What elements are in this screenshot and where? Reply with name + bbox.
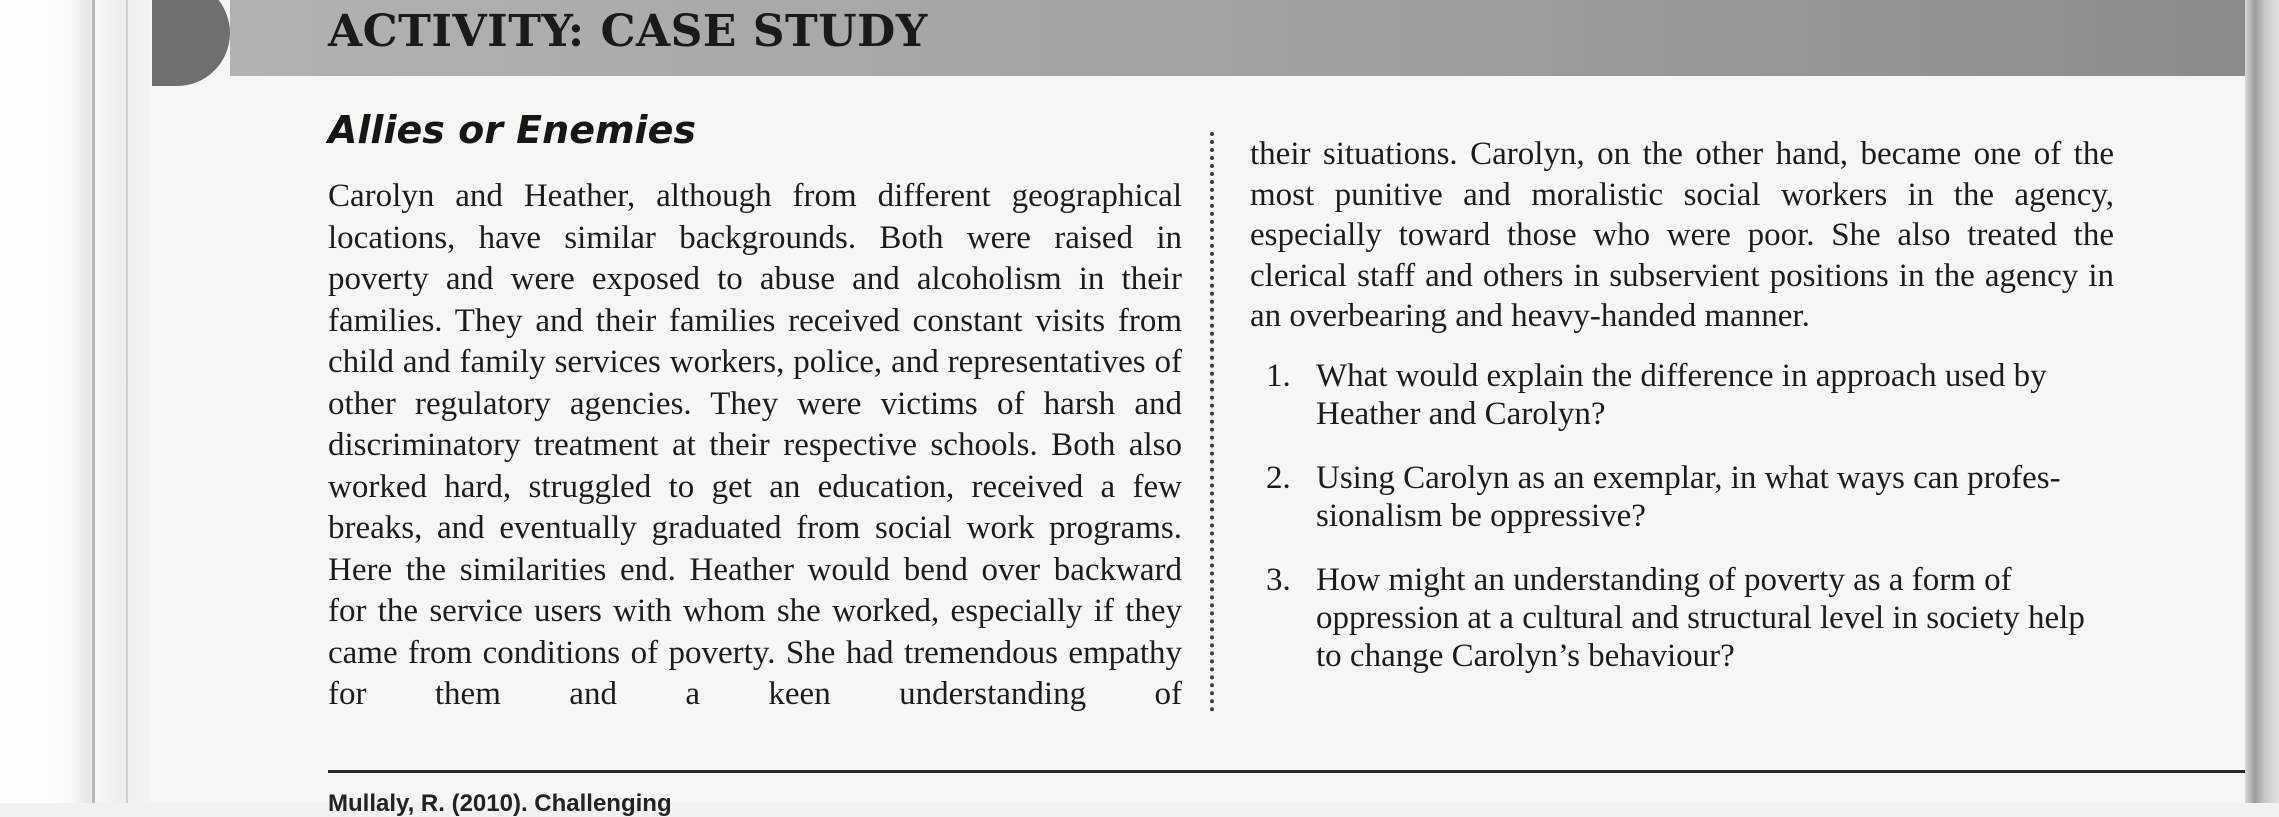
question-number: 1. xyxy=(1266,357,1291,394)
question-text: What would explain the difference in approach used by Heather and Carolyn? xyxy=(1316,357,2047,432)
case-study-title: Allies or Enemies xyxy=(328,108,696,152)
question-list xyxy=(1250,357,2114,675)
column-divider xyxy=(1210,132,1214,712)
case-body-paragraph-left: Carolyn and Heather, although from different geographical locations, have similar backgrounds. Both were raised in poverty and were exposed to abuse and alcoholism in their families. They and their families received constant visits from child and family services workers, police, and representatives of other regulatory agencies. They were victims of harsh and discriminatory treatment at their respective schools. Both also worked hard, struggled to get an education, received a few breaks, and eventually graduated from social work programs. Here the similarities end. Heather would bend over backward for the service users with whom she worked, especially if they came from conditions of poverty. She had tremendous empathy for them and a keen understanding of xyxy=(328,178,1182,712)
question-item-3 xyxy=(1250,561,2114,675)
activity-header-title: ACTIVITY: CASE STUDY xyxy=(328,6,928,57)
footer-rule xyxy=(328,770,2278,773)
spine-line xyxy=(126,0,128,803)
question-text: How might an understanding of poverty as a form of oppression at a cultural and structural level in society help to change Carolyn’s behaviour? xyxy=(1316,561,2085,674)
question-number: 3. xyxy=(1266,561,1291,598)
footer-reference-cutoff: Mullaly, R. (2010). Challenging xyxy=(328,790,672,817)
question-item-1 xyxy=(1250,357,2114,433)
question-text: Using Carolyn as an exemplar, in what ways can profes-sionalism be oppressive? xyxy=(1316,459,2061,534)
question-item-2 xyxy=(1250,459,2114,535)
case-body-right-column xyxy=(1250,134,2114,701)
case-body-paragraph-right: their situations. Carolyn, on the other hand, became one of the most punitive and moralistic social workers in the agency, especially toward those who were poor. She also treated the clerical staff and others in subservient positions in the agency in an overbearing and heavy-handed manner. xyxy=(1250,136,2114,334)
book-edge-right xyxy=(2245,0,2279,803)
spine-line xyxy=(92,0,95,803)
case-body-left-column xyxy=(328,176,1182,716)
book-spine-left xyxy=(0,0,160,803)
question-number: 2. xyxy=(1266,459,1291,496)
